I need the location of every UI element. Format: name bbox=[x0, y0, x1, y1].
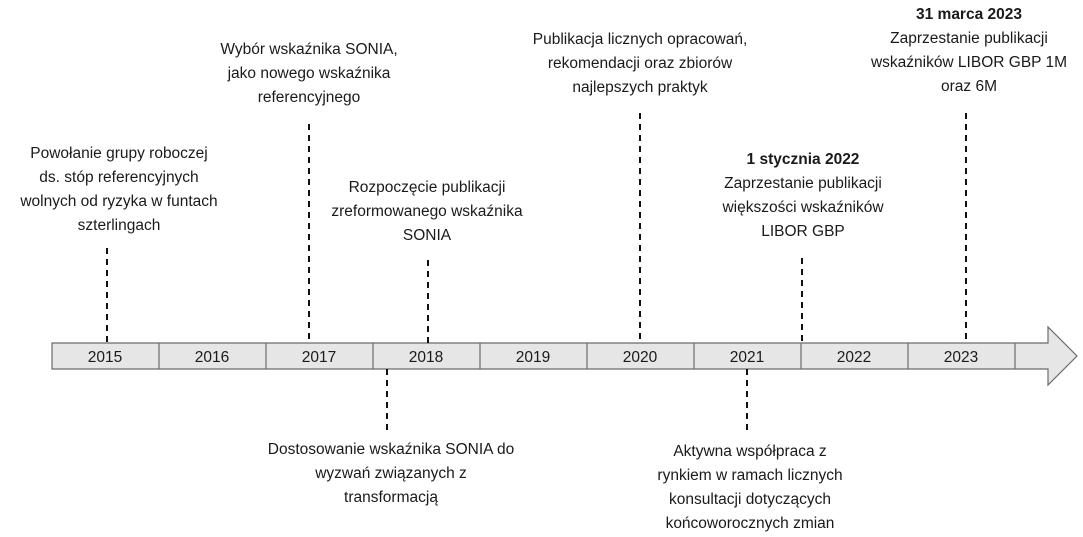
year-label: 2020 bbox=[622, 349, 658, 366]
event-text-line: Powołanie grupy roboczej bbox=[30, 145, 208, 162]
event-text-line: Publikacja licznych opracowań, bbox=[532, 31, 748, 48]
event-2018 bbox=[313, 176, 541, 248]
event-text-line: Wybór wskaźnika SONIA, bbox=[220, 41, 398, 58]
event-text-line: rekomendacji oraz zbiorów bbox=[547, 55, 733, 72]
event-text-line: ds. stóp referencyjnych bbox=[39, 169, 199, 186]
event-text-line: większości wskaźników bbox=[722, 199, 884, 216]
event-2017 bbox=[209, 38, 409, 110]
event-text-line: najlepszych praktyk bbox=[572, 79, 708, 96]
event-text-line: Dostosowanie wskaźnika SONIA do bbox=[267, 441, 515, 458]
year-label: 2015 bbox=[87, 349, 123, 366]
event-text-line: referencyjnego bbox=[257, 89, 361, 106]
year-label: 2019 bbox=[515, 349, 551, 366]
year-label: 2016 bbox=[194, 349, 230, 366]
event-2023 bbox=[856, 3, 1082, 99]
event-text-line: jako nowego wskaźnika bbox=[227, 65, 391, 82]
year-label: 2022 bbox=[836, 349, 872, 366]
event-below-2018 bbox=[256, 438, 526, 510]
event-below-2021 bbox=[635, 440, 865, 536]
event-text-line: Rozpoczęcie publikacji bbox=[348, 179, 506, 196]
event-text-line: LIBOR GBP bbox=[761, 223, 845, 240]
year-label: 2017 bbox=[301, 349, 337, 366]
year-label: 2018 bbox=[408, 349, 444, 366]
event-text-line: wolnych od ryzyka w funtach bbox=[20, 193, 218, 210]
event-text-line: Zaprzestanie publikacji bbox=[890, 30, 1048, 47]
event-text-line: końcoworocznych zmian bbox=[665, 515, 835, 532]
event-text-line: Zaprzestanie publikacji bbox=[724, 175, 882, 192]
event-date: 1 stycznia 2022 bbox=[746, 151, 860, 168]
event-text-line: oraz 6M bbox=[941, 78, 997, 95]
event-text-line: wyzwań związanych z bbox=[315, 465, 467, 482]
event-text-line: konsultacji dotyczących bbox=[669, 491, 831, 508]
event-2015 bbox=[4, 142, 234, 238]
event-text-line: zreformowanego wskaźnika bbox=[331, 203, 523, 220]
event-date: 31 marca 2023 bbox=[915, 6, 1022, 23]
event-text-line: SONIA bbox=[402, 227, 452, 244]
year-label: 2023 bbox=[943, 349, 979, 366]
event-text-line: wskaźników LIBOR GBP 1M bbox=[870, 54, 1068, 71]
event-2020 bbox=[515, 28, 765, 100]
event-text-line: rynkiem w ramach licznych bbox=[657, 467, 843, 484]
event-text-line: transformacją bbox=[344, 489, 438, 506]
event-text-line: szterlingach bbox=[77, 217, 161, 234]
event-text-line: Aktywna współpraca z bbox=[673, 443, 827, 460]
event-2022 bbox=[692, 148, 914, 244]
year-label: 2021 bbox=[729, 349, 765, 366]
